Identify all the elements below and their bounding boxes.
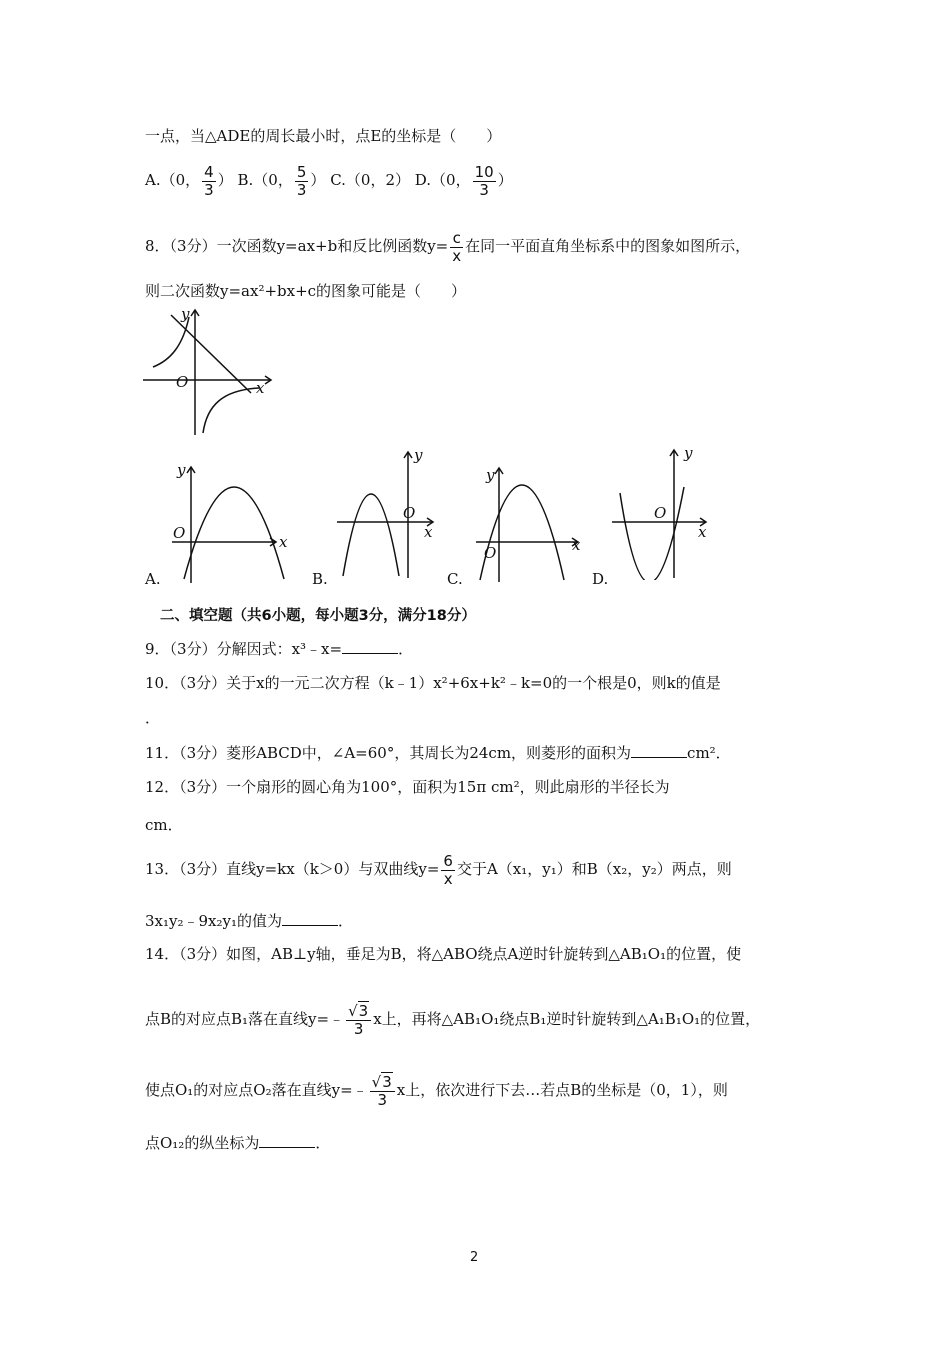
q8-given-axis-y: y [181, 305, 190, 323]
q8-c-axis-y: y [486, 466, 495, 484]
q8-given-origin: O [176, 373, 189, 391]
q8-label-a: A. [145, 570, 161, 588]
q14-line3: 使点O₁的对应点O₂落在直线y=﹣ $\frac{√3}{3}$ x上，依次进行下去…若点B的坐标是（0，1），则 [145, 1072, 728, 1109]
q8-label-b: B. [312, 570, 328, 588]
q8-given-figure [143, 305, 278, 437]
q7-options [145, 160, 513, 200]
q8-a-origin: O [173, 524, 186, 542]
q7-option-a: A.（0， $\frac{4}{3}$ ） [145, 162, 233, 199]
q7-option-c: C.（0，2） [330, 171, 410, 189]
q9-answer-blank [342, 639, 398, 654]
q14-line1: 14．（3分）如图，AB⊥y轴，垂足为B，将△ABO绕点A逆时针旋转到△AB₁O₁的位置，使 [145, 945, 742, 963]
q10-line2: ． [145, 709, 161, 727]
q8-a-axis-y: y [177, 461, 186, 479]
q8-line1: 8．（3分）一次函数y=ax+b和反比例函数y= $\frac{c}{x}$ 在同一平面直角坐标系中的图象如图所示， [145, 228, 751, 265]
q8-b-axis-y: y [414, 448, 423, 464]
q7-option-d: D.（0， $\frac{10}{3}$ ） [414, 162, 513, 199]
page-number: 2 [470, 1250, 479, 1265]
q8-c-origin: O [484, 544, 497, 562]
q11-answer-blank [631, 743, 687, 758]
q8-b-origin: O [403, 504, 416, 522]
q8-c-axis-x: x [572, 536, 581, 554]
q13-answer-blank [282, 911, 338, 926]
section-2-heading: 二、填空题（共6小题，每小题3分，满分18分） [160, 608, 476, 624]
q11: 11．（3分）菱形ABCD中，∠A=60°，其周长为24cm，则菱形的面积为 cm²． [145, 744, 731, 762]
q10-line1: 10．（3分）关于x的一元二次方程（k﹣1）x²+6x+k²﹣k=0的一个根是0，则k的值是 [145, 674, 721, 692]
q8-b-axis-x: x [424, 523, 433, 541]
q8-d-axis-y: y [684, 445, 693, 462]
q8-label-c: C. [447, 570, 463, 588]
q8-d-axis-x: x [698, 523, 707, 541]
q8-line2: 则二次函数y=ax²+bx+c的图象可能是（ ） [145, 282, 467, 300]
q8-option-c-graph [472, 462, 587, 584]
q8-d-origin: O [654, 504, 667, 522]
q14-answer-blank [259, 1133, 315, 1148]
q12-line2: cm． [145, 816, 183, 834]
q8-option-d-graph [610, 445, 715, 580]
q7-tail-text: 一点，当△ADE的周长最小时，点E的坐标是（ ） [145, 127, 502, 145]
q9: 9．（3分）分解因式：x³﹣x= ． [145, 640, 414, 658]
q8-a-axis-x: x [279, 533, 288, 551]
q8-option-b-graph [333, 448, 445, 580]
q8-given-axis-x: x [256, 379, 265, 397]
q13-line2: 3x₁y₂﹣9x₂y₁的值为 ． [145, 912, 354, 930]
q14-line4: 点O₁₂的纵坐标为 ． [145, 1134, 331, 1152]
q8-option-a-graph [168, 455, 293, 587]
q8-label-d: D. [592, 570, 609, 588]
q14-line2: 点B的对应点B₁落在直线y=﹣ $\frac{√3}{3}$ x上，再将△AB₁O₁绕点B₁逆时针旋转到△A₁B₁O₁的位置， [145, 1001, 761, 1038]
q13-line1: 13．（3分）直线y=kx（k＞0）与双曲线y= $\frac{6}{x}$ 交于A（x₁，y₁）和B（x₂，y₂）两点，则 [145, 851, 732, 888]
q12-line1: 12．（3分）一个扇形的圆心角为100°，面积为15π cm²，则此扇形的半径长为 [145, 778, 670, 796]
q7-option-b: B.（0， $\frac{5}{3}$ ） [237, 162, 326, 199]
